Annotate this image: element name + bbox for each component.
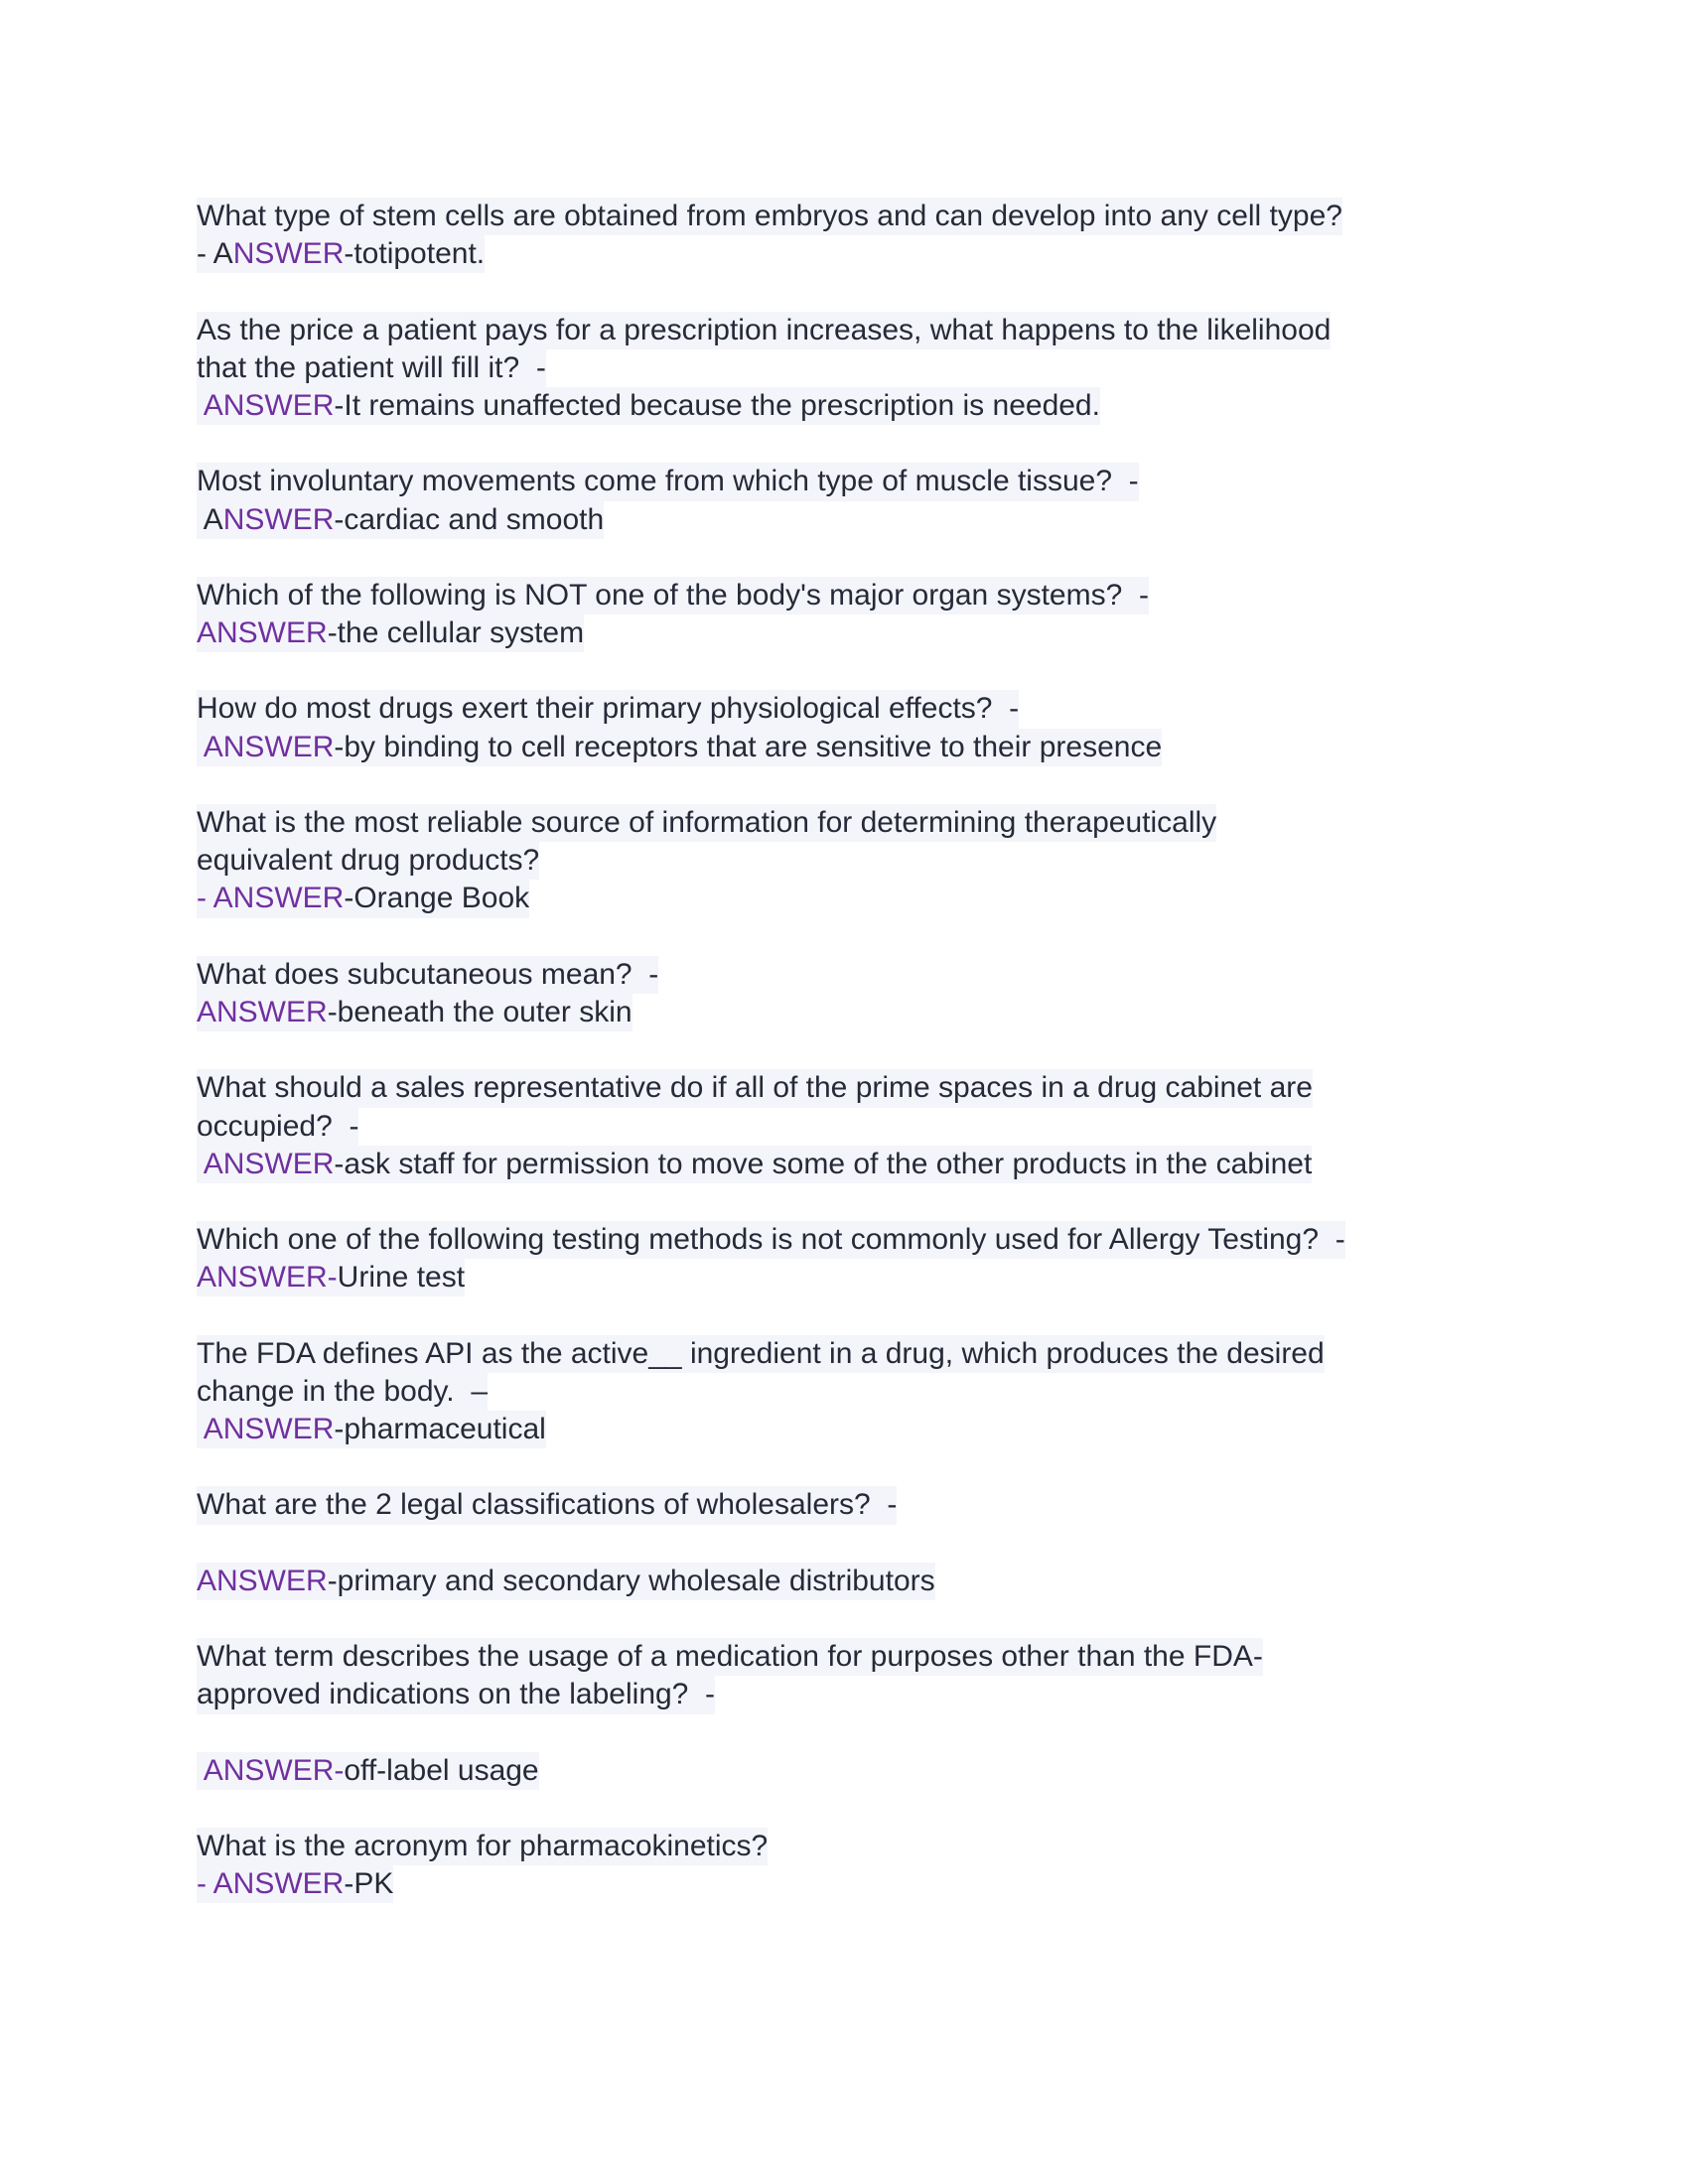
text-segment: occupied? -	[197, 1109, 359, 1143]
text-segment: Which one of the following testing methods is not commonly used for Allergy Testing? -	[197, 1223, 1345, 1257]
blank-line	[197, 1031, 1507, 1069]
highlighted-text	[197, 1373, 488, 1411]
highlighted-text	[197, 729, 1162, 766]
text-segment: -ask staff for permission to move some of the other products in the cabinet	[334, 1147, 1313, 1180]
text-line	[197, 614, 1507, 652]
text-segment: -beneath the outer skin	[327, 995, 633, 1028]
answer-label: NSWER	[232, 237, 345, 271]
text-segment: -by binding to cell receptors that are sensitive to their presence	[334, 730, 1163, 763]
highlighted-text	[197, 1486, 897, 1524]
highlighted-text	[197, 1146, 1312, 1183]
answer-label: ANSWER	[203, 1147, 335, 1180]
text-segment: Most involuntary movements come from which type of muscle tissue? -	[197, 465, 1139, 498]
text-segment: -pharmaceutical	[334, 1413, 546, 1445]
answer-label: ANSWER	[197, 1564, 328, 1597]
blank-line	[197, 425, 1507, 463]
text-line	[197, 1638, 1507, 1676]
highlighted-text	[197, 994, 633, 1031]
highlighted-text	[197, 387, 1100, 425]
highlighted-text	[197, 312, 1331, 349]
highlighted-text	[197, 1221, 1345, 1259]
text-segment: Which of the following is NOT one of the body's major organ systems? -	[197, 578, 1149, 612]
answer-label: ANSWER-	[197, 1261, 338, 1295]
highlighted-text	[197, 1259, 465, 1297]
blank-line	[197, 1448, 1507, 1486]
answer-label: - ANSWER	[197, 1867, 345, 1901]
text-line	[197, 880, 1507, 917]
highlighted-text	[197, 1676, 715, 1713]
blank-line	[197, 273, 1507, 311]
text-segment: What is the most reliable source of information for determining therapeutically	[197, 806, 1217, 839]
highlighted-text	[197, 501, 604, 539]
text-line	[197, 994, 1507, 1031]
answer-label: - ANSWER	[197, 882, 345, 915]
text-segment: -primary and secondary wholesale distributors	[327, 1564, 935, 1597]
highlighted-text	[197, 1828, 768, 1865]
text-segment	[197, 1148, 204, 1180]
text-segment: How do most drugs exert their primary physiological effects? -	[197, 692, 1020, 726]
text-line	[197, 1828, 1507, 1865]
highlighted-text	[197, 1865, 393, 1903]
highlighted-text	[197, 235, 485, 273]
text-segment	[197, 1413, 204, 1445]
text-segment: that the patient will fill it? -	[197, 350, 546, 384]
blank-line	[197, 918, 1507, 956]
text-line	[197, 1221, 1507, 1259]
text-line	[197, 842, 1507, 880]
highlighted-text	[197, 1108, 358, 1146]
highlighted-text	[197, 1335, 1325, 1373]
blank-line	[197, 1183, 1507, 1221]
highlighted-text	[197, 956, 658, 994]
highlighted-text	[197, 349, 546, 387]
text-line	[197, 1865, 1507, 1903]
text-line	[197, 387, 1507, 425]
highlighted-text	[197, 1069, 1313, 1107]
text-segment: What are the 2 legal classifications of wholesalers? -	[197, 1488, 898, 1522]
text-segment: equivalent drug products?	[197, 844, 540, 878]
text-line	[197, 1259, 1507, 1297]
text-segment: What type of stem cells are obtained from embryos and can develop into any cell type?	[197, 200, 1342, 232]
text-line	[197, 956, 1507, 994]
blank-line	[197, 1525, 1507, 1563]
answer-label: ANSWER	[197, 995, 328, 1028]
text-segment: -the cellular system	[327, 616, 585, 650]
text-segment	[197, 1754, 204, 1787]
highlighted-text	[197, 463, 1139, 500]
blank-line	[197, 1297, 1507, 1334]
highlighted-text	[197, 880, 529, 917]
text-segment	[197, 389, 204, 422]
document-page	[197, 198, 1507, 1903]
text-line	[197, 1335, 1507, 1373]
blank-line	[197, 1714, 1507, 1752]
text-segment: The FDA defines API as the active__ ingredient in a drug, which produces the desired	[197, 1336, 1325, 1370]
highlighted-text	[197, 614, 584, 652]
text-line	[197, 312, 1507, 349]
answer-label: ANSWER-	[203, 1753, 345, 1787]
blank-line	[197, 652, 1507, 690]
text-line	[197, 1752, 1507, 1790]
blank-line	[197, 1790, 1507, 1828]
text-segment: What term describes the usage of a medication for purposes other than the FDA-	[197, 1640, 1263, 1674]
text-segment: What should a sales representative do if all of the prime spaces in a drug cabinet are	[197, 1071, 1313, 1105]
text-line	[197, 1486, 1507, 1524]
text-segment: As the price a patient pays for a prescription increases, what happens to the likelihood	[197, 313, 1332, 346]
text-line	[197, 729, 1507, 766]
highlighted-text	[197, 1411, 546, 1448]
text-segment: A	[197, 502, 223, 536]
text-line	[197, 1411, 1507, 1448]
text-segment: -PK	[344, 1867, 394, 1901]
blank-line	[197, 766, 1507, 804]
highlighted-text	[197, 690, 1019, 728]
highlighted-text	[197, 1638, 1263, 1676]
answer-label: ANSWER	[203, 388, 335, 422]
text-segment: -totipotent.	[344, 237, 486, 271]
answer-label: NSWER	[222, 502, 335, 536]
blank-line	[197, 1600, 1507, 1638]
text-line	[197, 1146, 1507, 1183]
text-line	[197, 577, 1507, 614]
text-segment: What is the acronym for pharmacokinetics?	[197, 1830, 769, 1863]
highlighted-text	[197, 804, 1216, 842]
highlighted-text	[197, 198, 1342, 235]
highlighted-text	[197, 842, 539, 880]
text-segment: off-label usage	[344, 1753, 539, 1787]
text-line	[197, 1373, 1507, 1411]
text-line	[197, 501, 1507, 539]
text-segment: What does subcutaneous mean? -	[197, 957, 659, 991]
text-segment: -It remains unaffected because the prescription is needed.	[334, 388, 1100, 422]
text-line	[197, 690, 1507, 728]
text-segment: -cardiac and smooth	[334, 502, 605, 536]
highlighted-text	[197, 1752, 539, 1790]
highlighted-text	[197, 577, 1149, 614]
text-segment: Urine test	[337, 1261, 466, 1295]
text-line	[197, 349, 1507, 387]
text-segment: approved indications on the labeling? -	[197, 1678, 716, 1711]
highlighted-text	[197, 1563, 935, 1600]
answer-label: ANSWER	[203, 1413, 335, 1445]
text-segment: - A	[197, 237, 233, 271]
text-line	[197, 1676, 1507, 1713]
text-line	[197, 463, 1507, 500]
text-line	[197, 235, 1507, 273]
text-segment	[197, 731, 204, 763]
blank-line	[197, 539, 1507, 577]
answer-label: ANSWER	[197, 616, 328, 650]
text-line	[197, 198, 1507, 235]
text-line	[197, 1069, 1507, 1107]
answer-label: ANSWER	[203, 730, 335, 763]
text-line	[197, 1563, 1507, 1600]
text-segment: change in the body. –	[197, 1374, 488, 1408]
text-segment: -Orange Book	[344, 882, 530, 915]
text-line	[197, 804, 1507, 842]
text-line	[197, 1108, 1507, 1146]
